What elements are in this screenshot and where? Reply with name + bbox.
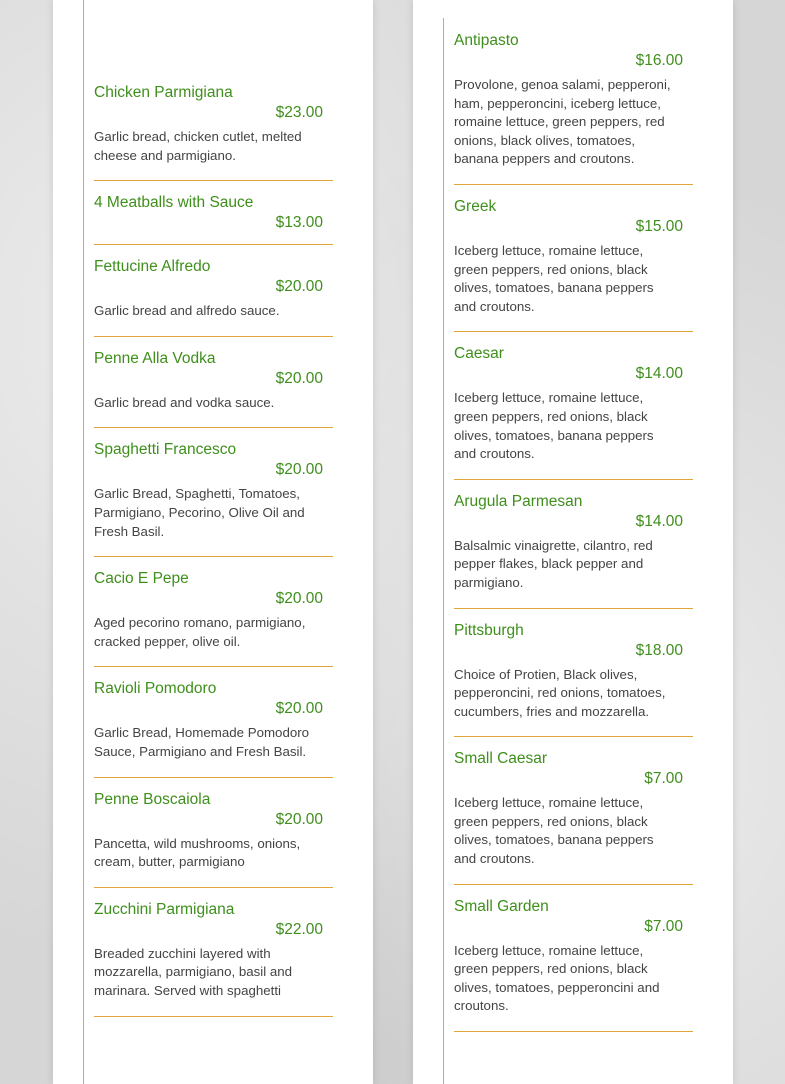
menu-item-price: $20.00 xyxy=(275,810,323,828)
menu-item-name: Caesar xyxy=(454,345,504,363)
menu-item xyxy=(454,344,693,479)
menu-item-name: Small Caesar xyxy=(454,750,548,768)
menu-item-name: Ravioli Pomodoro xyxy=(94,680,217,698)
menu-item-name: Fettucine Alfredo xyxy=(94,258,211,276)
menu-item-description: Balsalmic vinaigrette, cilantro, red pepper flakes, black pepper and parmigiano. xyxy=(454,537,653,590)
menu-item xyxy=(94,83,333,181)
menu-item xyxy=(454,31,693,185)
menu-list-left xyxy=(94,83,333,1029)
menu-panel-pasta xyxy=(53,0,373,1084)
menu-item-name: Greek xyxy=(454,197,497,215)
accent-rule xyxy=(443,18,444,1084)
menu-item-price: $14.00 xyxy=(635,365,683,383)
menu-item-price: $20.00 xyxy=(275,590,323,608)
accent-rule xyxy=(83,0,84,1084)
menu-item-description: Iceberg lettuce, romaine lettuce, green peppers, red onions, black olives, tomatoes, banana peppers and croutons. xyxy=(454,390,654,462)
menu-item-name: Cacio E Pepe xyxy=(94,570,189,588)
menu-item-name: Zucchini Parmigiana xyxy=(94,900,235,918)
menu-item-price: $18.00 xyxy=(635,641,683,659)
menu-item-name: Antipasto xyxy=(454,32,519,49)
menu-item xyxy=(94,569,333,667)
menu-item-description: Choice of Protien, Black olives, pepperoncini, red onions, tomatoes, cucumbers, fries and mozzarella. xyxy=(454,666,666,719)
menu-item-price: $20.00 xyxy=(275,700,323,718)
menu-item-price: $7.00 xyxy=(644,917,683,935)
menu-item-description: Breaded zucchini layered with mozzarella, parmigiano, basil and marinara. Served with spaghetti xyxy=(94,945,293,998)
menu-item-price: $13.00 xyxy=(275,214,323,232)
menu-item-description: Garlic Bread, Spaghetti, Tomatoes, Parmigiano, Pecorino, Olive Oil and Fresh Basil. xyxy=(94,486,305,539)
menu-item-price: $16.00 xyxy=(635,52,683,69)
menu-item xyxy=(94,900,333,1017)
menu-item xyxy=(94,349,333,429)
menu-item xyxy=(454,492,693,609)
menu-item xyxy=(454,197,693,332)
menu-item xyxy=(454,749,693,884)
menu-item-name: 4 Meatballs with Sauce xyxy=(94,194,254,212)
menu-item-name: Chicken Parmigiana xyxy=(94,84,233,101)
menu-item xyxy=(94,193,333,245)
menu-item xyxy=(94,257,333,337)
menu-item-name: Spaghetti Francesco xyxy=(94,441,237,459)
menu-item-description: Iceberg lettuce, romaine lettuce, green peppers, red onions, black olives, tomatoes, banana peppers and croutons. xyxy=(454,242,654,314)
menu-item-name: Penne Alla Vodka xyxy=(94,349,216,367)
menu-item xyxy=(94,679,333,777)
menu-list-right xyxy=(454,31,693,1044)
menu-item-description: Garlic bread and vodka sauce. xyxy=(94,394,275,410)
menu-item-price: $20.00 xyxy=(275,278,323,296)
menu-item-description: Iceberg lettuce, romaine lettuce, green peppers, red onions, black olives, tomatoes, banana peppers and croutons. xyxy=(454,795,654,867)
menu-item-name: Penne Boscaiola xyxy=(94,790,211,808)
menu-item-price: $20.00 xyxy=(275,369,323,387)
menu-item-description: Provolone, genoa salami, pepperoni, ham, pepperoncini, iceberg lettuce, romaine lettuce, green peppers, red onions, black olives, tomatoes, banana peppers and croutons. xyxy=(454,77,671,167)
menu-item-description: Garlic Bread, Homemade Pomodoro Sauce, Parmigiano and Fresh Basil. xyxy=(94,725,310,759)
menu-item-name: Arugula Parmesan xyxy=(454,492,583,510)
menu-item-price: $15.00 xyxy=(635,217,683,235)
menu-item-description: Garlic bread and alfredo sauce. xyxy=(94,303,280,319)
menu-item-name: Pittsburgh xyxy=(454,621,524,639)
menu-item-price: $22.00 xyxy=(275,920,323,938)
menu-item xyxy=(94,790,333,888)
menu-item-description: Pancetta, wild mushrooms, onions, cream, butter, parmigiano xyxy=(94,835,301,870)
menu-item-description: Garlic bread, chicken cutlet, melted cheese and parmigiano. xyxy=(94,129,302,163)
menu-item xyxy=(94,440,333,557)
menu-item xyxy=(454,897,693,1032)
menu-panel-salads xyxy=(413,0,733,1084)
menu-item xyxy=(454,621,693,738)
menu-item-price: $20.00 xyxy=(275,461,323,479)
menu-item-description: Aged pecorino romano, parmigiano, cracked pepper, olive oil. xyxy=(94,615,306,649)
menu-item-description: Iceberg lettuce, romaine lettuce, green peppers, red onions, black olives, tomatoes, pepperoncini and croutons. xyxy=(454,942,660,1014)
menu-item-price: $7.00 xyxy=(644,770,683,788)
menu-item-price: $23.00 xyxy=(275,104,323,121)
menu-item-name: Small Garden xyxy=(454,897,549,915)
menu-item-price: $14.00 xyxy=(635,512,683,530)
